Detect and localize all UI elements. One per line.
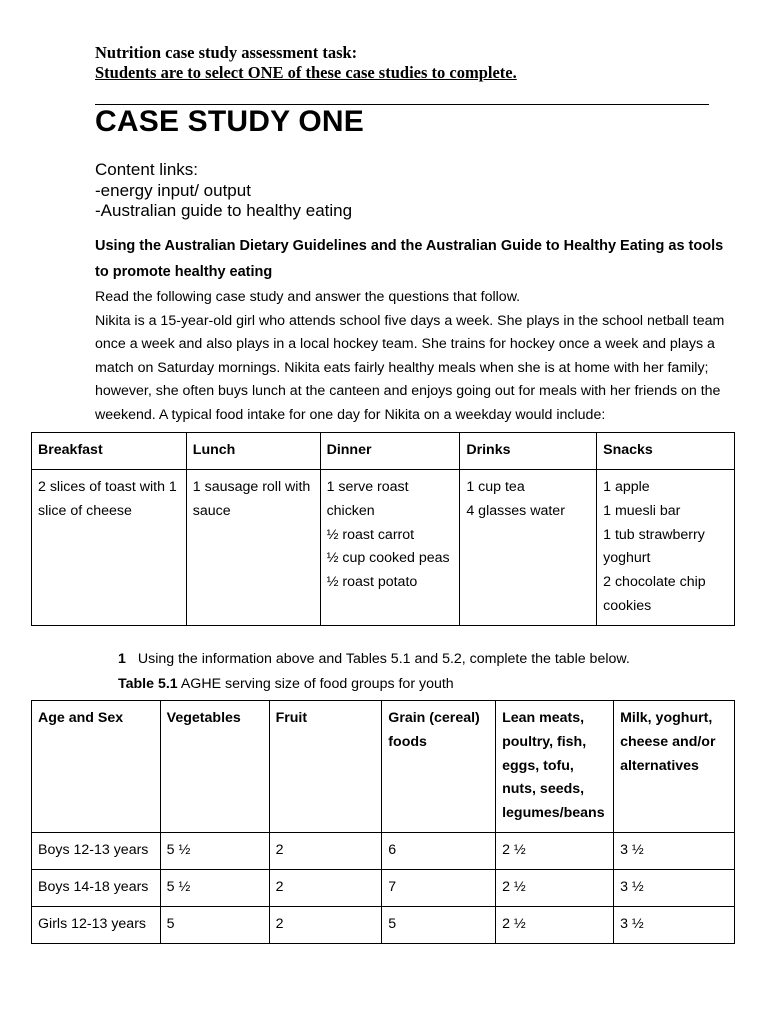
table-row	[32, 869, 735, 906]
table-cell: Girls 12-13 years	[32, 906, 161, 943]
food-item: ½ roast carrot	[326, 526, 415, 543]
table-cell: 5 ½	[160, 832, 269, 869]
question-number: 1	[118, 651, 126, 667]
table-header-row	[32, 433, 735, 470]
table-row	[32, 906, 735, 943]
table-cell: 5	[382, 906, 496, 943]
column-header: Lean meats, poultry, fish, eggs, tofu, nuts, seeds, legumes/beans	[496, 701, 614, 833]
case-study-title: CASE STUDY ONE	[95, 105, 364, 138]
table-header-row	[32, 701, 735, 833]
table-cell: 6	[382, 832, 496, 869]
table-cell: Boys 14-18 years	[32, 869, 161, 906]
food-item: 2 chocolate chip cookies	[603, 574, 706, 614]
case-study-body	[95, 286, 730, 427]
food-item: 1 cup tea	[466, 479, 525, 495]
drinks-cell	[460, 470, 597, 626]
table-cell: 3 ½	[614, 906, 735, 943]
assessment-task-title: Nutrition case study assessment task:	[95, 43, 358, 62]
table-caption-text: AGHE serving size of food groups for youth	[180, 676, 454, 692]
food-item: 1 tub strawberry yoghurt	[603, 526, 705, 567]
table-cell: Boys 12-13 years	[32, 832, 161, 869]
table-cell: 3 ½	[614, 869, 735, 906]
assessment-instruction: Students are to select ONE of these case studies to complete.	[95, 63, 517, 82]
table-cell: 2 ½	[496, 869, 614, 906]
table-cell: 5	[160, 906, 269, 943]
table-caption	[118, 674, 454, 694]
serving-size-table	[31, 700, 735, 944]
food-item: 1 sausage roll with sauce	[192, 479, 311, 519]
table-caption-label: Table 5.1	[118, 676, 178, 692]
content-links-heading: Content links:	[95, 160, 198, 179]
column-header: Age and Sex	[32, 701, 161, 833]
table-row	[32, 470, 735, 626]
guidelines-heading: Using the Australian Dietary Guidelines and the Australian Guide to Healthy Eating as tools to promote healthy eating	[95, 238, 724, 280]
food-item: 4 glasses water	[466, 502, 565, 519]
table-cell: 2 ½	[496, 906, 614, 943]
assessment-header	[95, 43, 517, 83]
table-row	[32, 832, 735, 869]
column-header: Breakfast	[32, 433, 187, 470]
column-header: Vegetables	[160, 701, 269, 833]
table-cell: 2	[269, 906, 382, 943]
breakfast-cell	[32, 470, 187, 626]
content-link-item: -Australian guide to healthy eating	[95, 201, 353, 220]
column-header: Dinner	[320, 433, 460, 470]
column-header: Drinks	[460, 433, 597, 470]
table-cell: 2	[269, 869, 382, 906]
question-text: Using the information above and Tables 5.1 and 5.2, complete the table below.	[137, 651, 630, 667]
table-cell: 3 ½	[614, 832, 735, 869]
food-item: 1 muesli bar	[603, 502, 681, 519]
case-study-text: Nikita is a 15-year-old girl who attends school five days a week. She plays in the school netball team once a week and also plays in a local hockey team. She trains for hockey once a week and plays a match on Saturday mornings. Nikita eats fairly healthy meals when she is at home with her family; however, she often buys lunch at the canteen and enjoys going out for meals with her friends on the weekend. A typical food intake for one day for Nikita on a weekday would include:	[95, 312, 725, 423]
lunch-cell	[186, 470, 320, 626]
question-1	[118, 649, 630, 669]
column-header: Lunch	[186, 433, 320, 470]
table-cell: 5 ½	[160, 869, 269, 906]
column-header: Milk, yoghurt, cheese and/or alternatives	[614, 701, 735, 833]
column-header: Fruit	[269, 701, 382, 833]
food-item: ½ roast potato	[326, 574, 418, 591]
food-item: 1 serve roast chicken	[326, 479, 409, 519]
table-cell: 2	[269, 832, 382, 869]
table-cell: 7	[382, 869, 496, 906]
food-item: ½ cup cooked peas	[326, 550, 450, 567]
snacks-cell	[597, 470, 735, 626]
food-item: 2 slices of toast with 1 slice of cheese	[38, 479, 177, 519]
dinner-cell	[320, 470, 460, 626]
intro-text: Read the following case study and answer the questions that follow.	[95, 289, 521, 305]
food-item: 1 apple	[603, 479, 650, 495]
table-cell: 2 ½	[496, 832, 614, 869]
food-intake-table	[31, 432, 735, 626]
content-link-item: -energy input/ output	[95, 180, 251, 200]
content-links	[95, 160, 352, 222]
column-header: Grain (cereal) foods	[382, 701, 496, 833]
column-header: Snacks	[597, 433, 735, 470]
